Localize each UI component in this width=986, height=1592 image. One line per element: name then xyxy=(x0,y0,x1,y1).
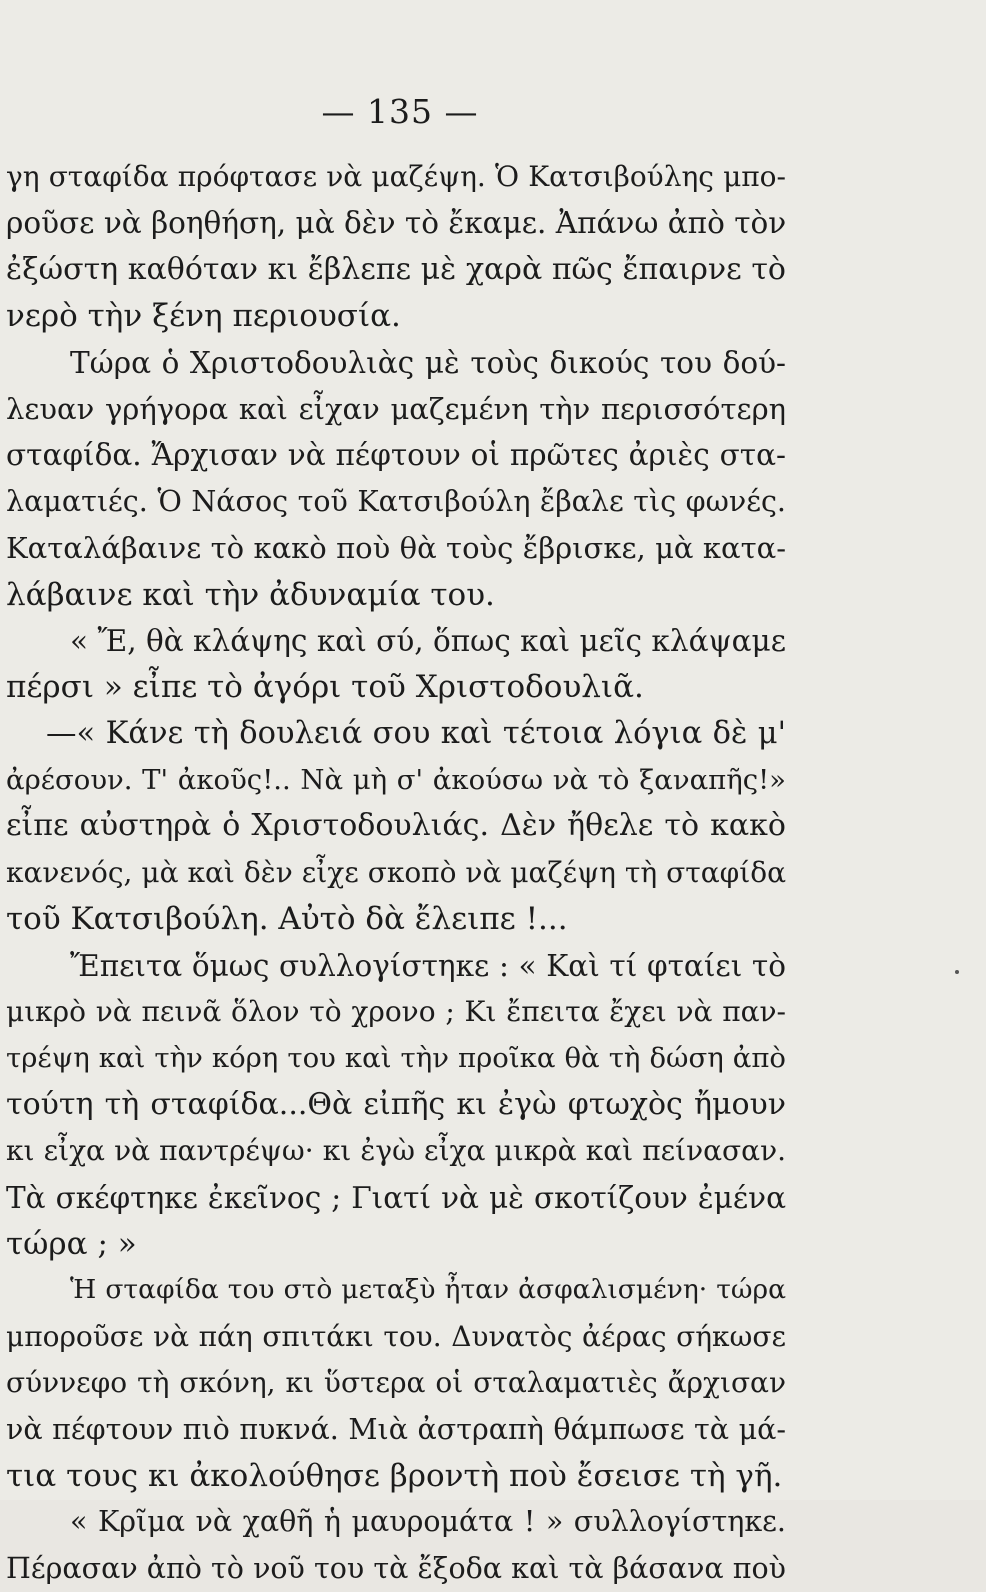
text-line: τρέψη καὶ τὴν κόρη του καὶ τὴν προῖκα θὰ τὴ δώση ἀπὸ xyxy=(6,1042,786,1075)
text-line: μποροῦσε νὰ πάη σπιτάκι του. Δυνατὸς ἀέρας σήκωσε xyxy=(6,1319,786,1353)
text-line: « Ἔ, θὰ κλάψης καὶ σύ, ὅπως καὶ μεῖς κλάψαμε xyxy=(70,623,786,658)
text-line: νὰ πέφτουν πιὸ πυκνά. Μιὰ ἀστραπὴ θάμπωσε τὰ μά- xyxy=(6,1412,786,1446)
text-line: σύννεφο τὴ σκόνη, κι ὕστερα οἱ σταλαματιὲς ἄρχισαν xyxy=(6,1366,786,1400)
text-line: σταφίδα. Ἄρχισαν νὰ πέφτουν οἱ πρῶτες ἀριὲς στα- xyxy=(6,438,786,473)
text-line: Ἔπειτα ὅμως συλλογίστηκε : « Καὶ τί φταίει τὸ xyxy=(70,948,786,983)
text-line: τοῦ Κατσιβούλη. Αὐτὸ δὰ ἔλειπε !... xyxy=(6,901,568,938)
text-line: Πέρασαν ἀπὸ τὸ νοῦ του τὰ ἔξοδα καὶ τὰ βάσανα ποὺ xyxy=(6,1551,786,1585)
text-line: Τώρα ὁ Χριστοδουλιὰς μὲ τοὺς δικούς του δού- xyxy=(70,345,786,380)
text-line: εἶπε αὐστηρὰ ὁ Χριστοδουλιάς. Δὲν ἤθελε τὸ κακὸ xyxy=(6,808,786,844)
text-line: κανενός, μὰ καὶ δὲν εἶχε σκοπὸ νὰ μαζέψη τὴ σταφίδα xyxy=(6,855,786,889)
text-line: ἐξώστη καθόταν κι ἔβλεπε μὲ χαρὰ πῶς ἔπαιρνε τὸ xyxy=(6,251,786,287)
text-line: γη σταφίδα πρόφτασε νὰ μαζέψη. Ὁ Κατσιβούλης μπο- xyxy=(6,160,786,193)
text-line: τια τους κι ἀκολούθησε βροντὴ ποὺ ἔσεισε τὴ γῆ. xyxy=(6,1457,783,1494)
page-number: — 135 — xyxy=(321,92,479,131)
text-line: Τὰ σκέφτηκε ἐκεῖνος ; Γιατί νὰ μὲ σκοτίζουν ἐμένα xyxy=(6,1180,786,1215)
text-line: μικρὸ νὰ πεινᾶ ὅλον τὸ χρονο ; Κι ἔπειτα ἔχει νὰ παν- xyxy=(6,995,786,1029)
text-line: Ἡ σταφίδα του στὸ μεταξὺ ἦταν ἀσφαλισμένη· τώρα xyxy=(70,1274,786,1306)
text-line: λάβαινε καὶ τὴν ἀδυναμία του. xyxy=(6,576,495,613)
text-line: νερὸ τὴν ξένη περιουσία. xyxy=(6,298,401,335)
text-line: λευαν γρήγορα καὶ εἶχαν μαζεμένη τὴν περισσότερη xyxy=(6,391,786,426)
text-line: τούτη τὴ σταφίδα...Θὰ εἰπῆς κι ἐγὼ φτωχὸς ἤμουν xyxy=(6,1086,786,1122)
text-line: πέρσι » εἶπε τὸ ἀγόρι τοῦ Χριστοδουλιᾶ. xyxy=(6,669,644,706)
text-line: τώρα ; » xyxy=(6,1225,137,1262)
text-line: « Κρῖμα νὰ χαθῆ ἡ μαυρομάτα ! » συλλογίστηκε. xyxy=(70,1505,786,1539)
body-text xyxy=(6,154,786,1592)
text-line: κι εἶχα νὰ παντρέψω· κι ἐγὼ εἶχα μικρὰ καὶ πείνασαν. xyxy=(6,1134,786,1168)
text-line: ἀρέσουν. Τ' ἀκοῦς!.. Νὰ μὴ σ' ἀκούσω νὰ τὸ ξαναπῆς!» xyxy=(6,764,786,797)
text-line: ροῦσε νὰ βοηθήση, μὰ δὲν τὸ ἔκαμε. Ἀπάνω ἀπὸ τὸν xyxy=(6,206,786,241)
text-line: —« Κάνε τὴ δουλειά σου καὶ τέτοια λόγια δὲ μ' xyxy=(46,715,786,751)
print-speck xyxy=(955,970,959,974)
text-line: λαματιές. Ὁ Νάσος τοῦ Κατσιβούλη ἔβαλε τὶς φωνές. xyxy=(6,484,786,518)
text-line: Καταλάβαινε τὸ κακὸ ποὺ θὰ τοὺς ἔβρισκε, μὰ κατα- xyxy=(6,531,786,566)
